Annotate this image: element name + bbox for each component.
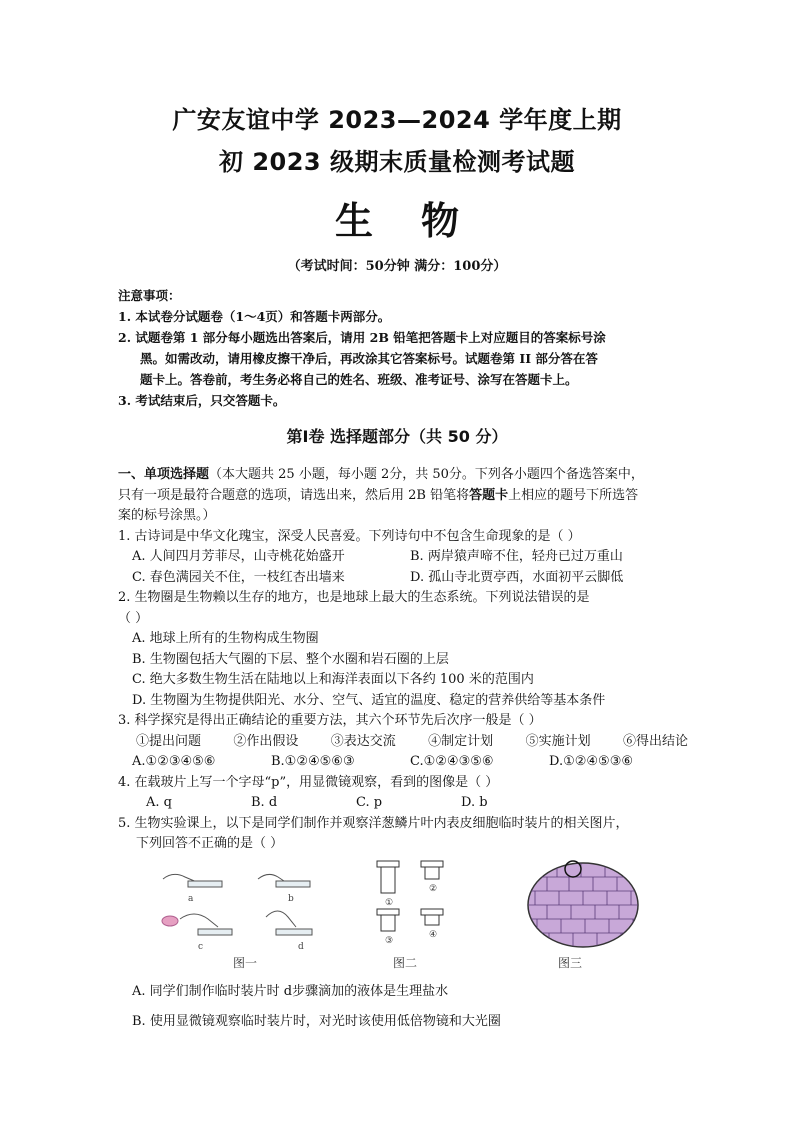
step: ②作出假设: [233, 733, 299, 749]
question-3-options: [118, 752, 688, 773]
note-item: 2. 试题卷第 1 部分每小题选出答案后，请用 2B 铅笔把答题卡上对应题目的答案标号涂: [118, 330, 606, 345]
instruction-text: （本大题共 25 小题，每小题 2分，共 50分。下列各小题四个备选答案中，: [209, 467, 644, 482]
exam-title-line1: 广安友谊中学 2023—2024 学年度上期: [172, 106, 622, 134]
subject-title: 生物: [334, 199, 507, 243]
step: ④制定计划: [428, 733, 494, 749]
exam-title-line2: 初 2023 级期末质量检测考试题: [218, 148, 575, 176]
option-c: C. 春色满园关不住，一枝红杏出墙来: [132, 569, 345, 585]
hand-d-sketch: [266, 911, 296, 927]
figure-3-caption: 图三: [558, 955, 583, 970]
fig1-label-c: c: [198, 941, 204, 952]
instruction-lead: 一、单项选择题: [118, 467, 210, 482]
step: ①提出问题: [136, 733, 202, 749]
question-1-stem: 1. 古诗词是中华文化瑰宝，深受人民喜爱。下列诗句中不包含生命现象的是（ ）: [118, 528, 581, 544]
figure-2-illustration: [363, 859, 463, 959]
question-4-options: [118, 793, 566, 814]
section-title: 第Ⅰ卷 选择题部分（共 50 分）: [286, 427, 508, 446]
step: ⑤实施计划: [525, 733, 591, 749]
fig2-label-3: ③: [385, 935, 394, 946]
fig1-label-d: d: [298, 941, 304, 952]
option-d: D. 生物圈为生物提供阳光、水分、空气、适宜的温度、稳定的营养供给等基本条件: [132, 692, 606, 708]
option-d: D. 孤山寺北贾亭西，水面初平云脚低: [410, 569, 624, 585]
step: ⑥得出结论: [622, 733, 688, 749]
option-a: A. 地球上所有的生物构成生物圈: [132, 631, 319, 646]
fig2-label-2: ②: [429, 883, 438, 894]
option-c: C.①②④③⑤⑥: [410, 754, 494, 769]
figure-1-caption: 图一: [233, 955, 258, 970]
note-item: 1. 本试卷分试题卷（1～4页）和答题卡两部分。: [118, 309, 391, 324]
note-item: 黑。如需改动，请用橡皮擦干净后，再改涂其它答案标号。试题卷第 II 部分答在答: [140, 351, 598, 366]
option-b: B.①②④⑤⑥③: [271, 754, 355, 769]
question-3-stem: 3. 科学探究是得出正确结论的重要方法，其六个环节先后次序一般是（ ）: [118, 713, 542, 728]
figure-3-illustration: [523, 859, 643, 953]
instruction-line: 案的标号涂黑。）: [118, 508, 216, 523]
question-2-stem-cont: （ ）: [118, 610, 149, 626]
option-b: B. 两岸猿声啼不住，轻舟已过万重山: [410, 549, 623, 564]
figure-2-caption: 图二: [393, 955, 418, 970]
exam-time-info: （考试时间：50分钟 满分：100分）: [287, 259, 507, 274]
question-1-options-row2: [118, 568, 688, 589]
note-item: 3. 考试结束后，只交答题卡。: [118, 393, 286, 408]
option-a: A. 同学们制作临时装片时 d步骤滴加的液体是生理盐水: [132, 983, 449, 999]
question-3-steps: [118, 732, 688, 753]
instruction-text: 上相应的题号下所选答: [508, 487, 639, 503]
option-a: A. q: [146, 795, 172, 810]
step: ③表达交流: [330, 733, 396, 749]
question-1-options-row1: [118, 547, 688, 568]
option-c: C. p: [356, 795, 383, 810]
option-b: B. 使用显微镜观察临时装片时，对光时该使用低倍物镜和大光圈: [132, 1013, 501, 1029]
question-2-stem: 2. 生物圈是生物赖以生存的地方，也是地球上最大的生态系统。下列说法错误的是: [118, 590, 590, 605]
fig1-label-b: b: [288, 893, 294, 904]
instruction: [118, 465, 688, 486]
fig1-label-a: a: [188, 893, 194, 904]
hand-c-sketch: [180, 914, 218, 927]
fig2-label-1: ①: [385, 897, 394, 908]
notes-block: [118, 285, 688, 411]
option-a: A.①②③④⑤⑥: [132, 754, 216, 769]
questions-body: [118, 465, 688, 1037]
question-5-figures: [118, 859, 688, 969]
question-5-stem-cont: 下列回答不正确的是（ ）: [136, 836, 284, 851]
option-b: B. 生物圈包括大气圈的下层、整个水圈和岩石圈的上层: [132, 651, 449, 667]
question-5-stem: 5. 生物实验课上，以下是同学们制作并观察洋葱鳞片叶内表皮细胞临时装片的相关图片，: [118, 815, 629, 831]
instruction-line: [118, 486, 688, 507]
instruction-text: 只有一项是最符合题意的选项，请选出来，然后用 2B 铅笔将: [118, 487, 470, 503]
option-d: D. b: [461, 795, 488, 810]
note-item: 题卡上。答卷前，考生务必将自己的姓名、班级、准考证号、涂写在答题卡上。: [140, 372, 578, 387]
figure-1-illustration: [158, 859, 328, 959]
instruction-bold: 答题卡: [469, 487, 509, 503]
option-c: C. 绝大多数生物生活在陆地以上和海洋表面以下各约 100 米的范围内: [132, 672, 534, 687]
question-4-stem: 4. 在载玻片上写一个字母“p”，用显微镜观察，看到的图像是（ ）: [118, 774, 499, 790]
option-b: B. d: [251, 795, 278, 810]
option-d: D.①②④⑤③⑥: [549, 754, 634, 769]
question-5-answers: [118, 977, 688, 1037]
fig2-label-4: ④: [429, 929, 438, 940]
option-a: A. 人间四月芳菲尽，山寺桃花始盛开: [132, 549, 345, 564]
notes-heading: 注意事项：: [118, 288, 181, 303]
